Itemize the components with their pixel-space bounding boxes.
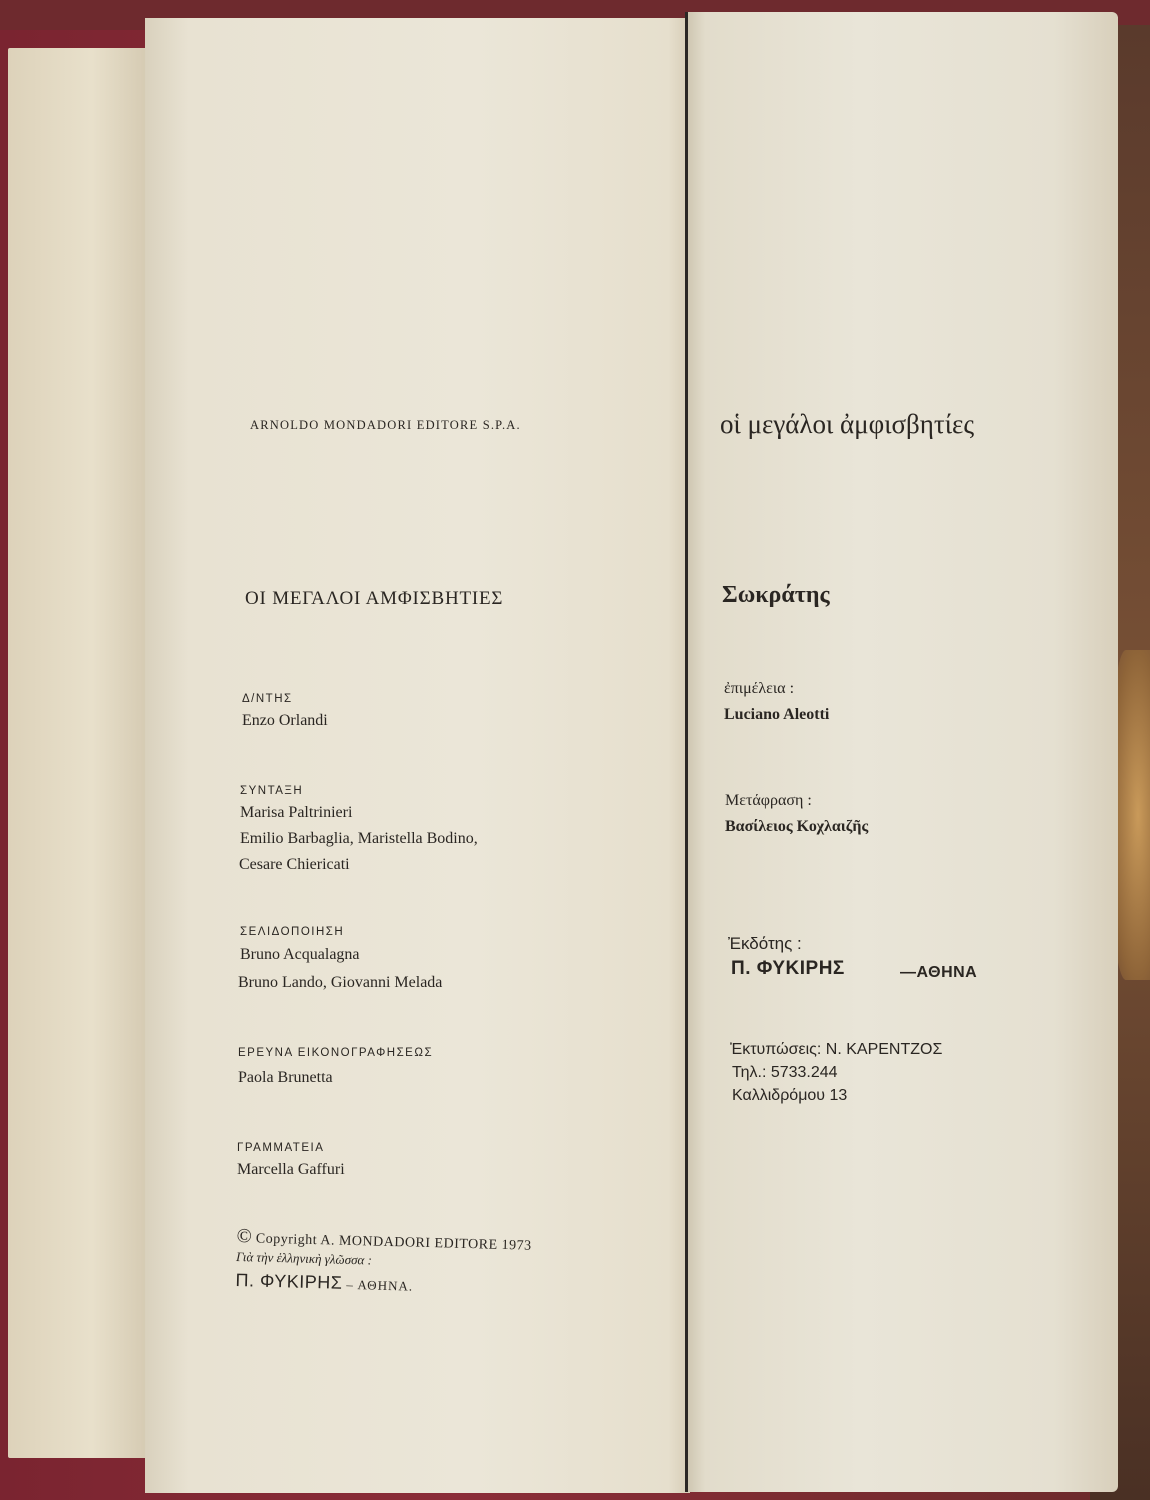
endpaper bbox=[8, 48, 148, 1458]
translator-name: Βασίλειος Κοχλαιζῆς bbox=[725, 818, 869, 835]
left-page bbox=[145, 18, 690, 1493]
copyright-icon: © bbox=[236, 1225, 253, 1248]
phone-line: Τηλ.: 5733.244 bbox=[732, 1064, 838, 1081]
right-page bbox=[688, 12, 1118, 1492]
credit-heading: ΣΥΝΤΑΞΗ bbox=[240, 785, 304, 797]
publisher-city: —ΑΘΗΝΑ bbox=[900, 964, 978, 981]
printer-line: Ἐκτυπώσεις: Ν. ΚΑΡΕΝΤΖΟΣ bbox=[730, 1041, 943, 1058]
credit-name: Enzo Orlandi bbox=[242, 712, 328, 729]
publisher-label: Ἐκδότης : bbox=[728, 934, 802, 953]
credit-name: Marisa Paltrinieri bbox=[240, 804, 353, 821]
credit-name: Bruno Acqualagna bbox=[240, 946, 360, 963]
credit-heading: Δ/ΝΤΗΣ bbox=[242, 693, 293, 705]
credit-name: Bruno Lando, Giovanni Melada bbox=[238, 974, 443, 991]
publisher-name: ARNOLDO MONDADORI EDITORE S.P.A. bbox=[250, 418, 521, 432]
credit-heading: ΕΡΕΥΝΑ ΕΙΚΟΝΟΓΡΑΦΗΣΕΩΣ bbox=[238, 1047, 434, 1059]
translation-label: Μετάφραση : bbox=[725, 792, 812, 809]
book-title: Σωκράτης bbox=[722, 582, 830, 608]
credit-name: Cesare Chiericati bbox=[239, 856, 350, 873]
credit-name: Marcella Gaffuri bbox=[237, 1161, 345, 1178]
credit-name: Emilio Barbaglia, Maristella Bodino, bbox=[240, 830, 478, 847]
credit-heading: ΣΕΛΙΔΟΠΟΙΗΣΗ bbox=[240, 926, 345, 938]
credit-heading: ΓΡΑΜΜΑΤΕΙΑ bbox=[237, 1142, 325, 1154]
editor-label: ἐπιμέλεια : bbox=[724, 680, 795, 697]
credit-name: Paola Brunetta bbox=[238, 1069, 333, 1086]
copyright-city: – ΑΘΗΝΑ. bbox=[346, 1276, 414, 1294]
publisher-name-greek: Π. ΦΥΚΙΡΗΣ bbox=[731, 958, 845, 979]
editor-name: Luciano Aleotti bbox=[724, 706, 830, 723]
address-line: Καλλιδρόμου 13 bbox=[732, 1087, 848, 1104]
copyright-publisher: Π. ΦΥΚΙΡΗΣ bbox=[235, 1269, 343, 1293]
series-title: ΟΙ ΜΕΓΑΛΟΙ ΑΜΦΙΣΒΗΤΙΕΣ bbox=[245, 588, 504, 609]
copyright-language-line: Γιὰ τὴν ἑλληνικὴ γλῶσσα : bbox=[235, 1248, 373, 1268]
series-title-lowercase: οἱ μεγάλοι ἀμφισβητίες bbox=[720, 409, 975, 439]
copyright-line: Copyright A. MONDADORI EDITORE 1973 bbox=[255, 1231, 532, 1254]
